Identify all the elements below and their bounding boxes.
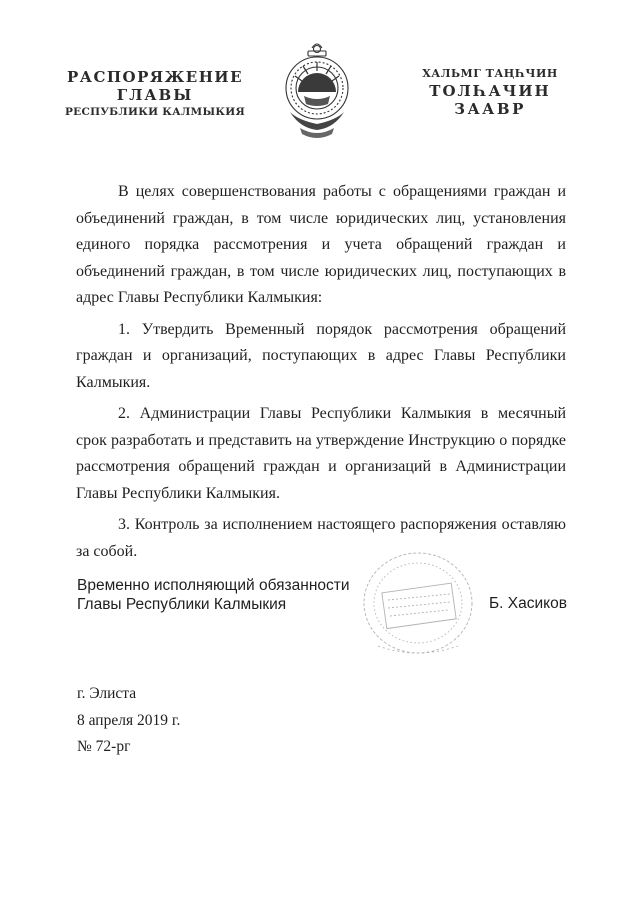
- header-right: [405, 66, 575, 118]
- position-line-1: Временно исполняющий обязанности: [77, 577, 350, 594]
- header-right-line3: ЗААВР: [454, 100, 526, 118]
- position-line-2: Главы Республики Калмыкия: [77, 596, 287, 613]
- header-left-title: РАСПОРЯЖЕНИЕ: [66, 68, 244, 86]
- header-left-subtitle: ГЛАВЫ: [116, 86, 194, 104]
- document-number: № 72-рг: [77, 738, 131, 755]
- document-body: [76, 179, 566, 570]
- coat-of-arms-icon: [278, 38, 356, 146]
- item-2-paragraph: 2. Администрации Главы Республики Калмыкия в месячный срок разработать и представить на утверждение Инструкцию о порядке рассмотрения обращений граждан и организаций в Администрации Главы Республики Калмыкия.: [76, 405, 566, 502]
- document-date: 8 апреля 2019 г.: [77, 711, 181, 729]
- document-footer: [77, 681, 180, 761]
- official-seal-icon: [358, 548, 478, 658]
- header-right-line2: ТОЛҺАЧИН: [429, 82, 551, 100]
- header-left: [60, 68, 250, 120]
- signatory-position: [77, 576, 350, 614]
- signatory-name: Б. Хасиков: [489, 595, 567, 612]
- intro-paragraph: В целях совершенствования работы с обращениями граждан и объединений граждан, в том числе юридических лиц, установления единого порядка рассмотрения и учета обращений граждан и объединений граждан, в том числе юридических лиц, поступающих в адрес Главы Республики Калмыкия:: [76, 183, 566, 306]
- city: г. Элиста: [77, 685, 137, 702]
- header-right-line1: ХАЛЬМГ ТАҢҺЧИН: [422, 67, 558, 80]
- item-3-paragraph: 3. Контроль за исполнением настоящего распоряжения оставляю за собой.: [76, 516, 566, 560]
- item-1-paragraph: 1. Утвердить Временный порядок рассмотрения обращений граждан и организаций, поступающих в адрес Главы Республики Калмыкия.: [76, 320, 566, 391]
- header-left-republic: РЕСПУБЛИКИ КАЛМЫКИЯ: [64, 106, 246, 118]
